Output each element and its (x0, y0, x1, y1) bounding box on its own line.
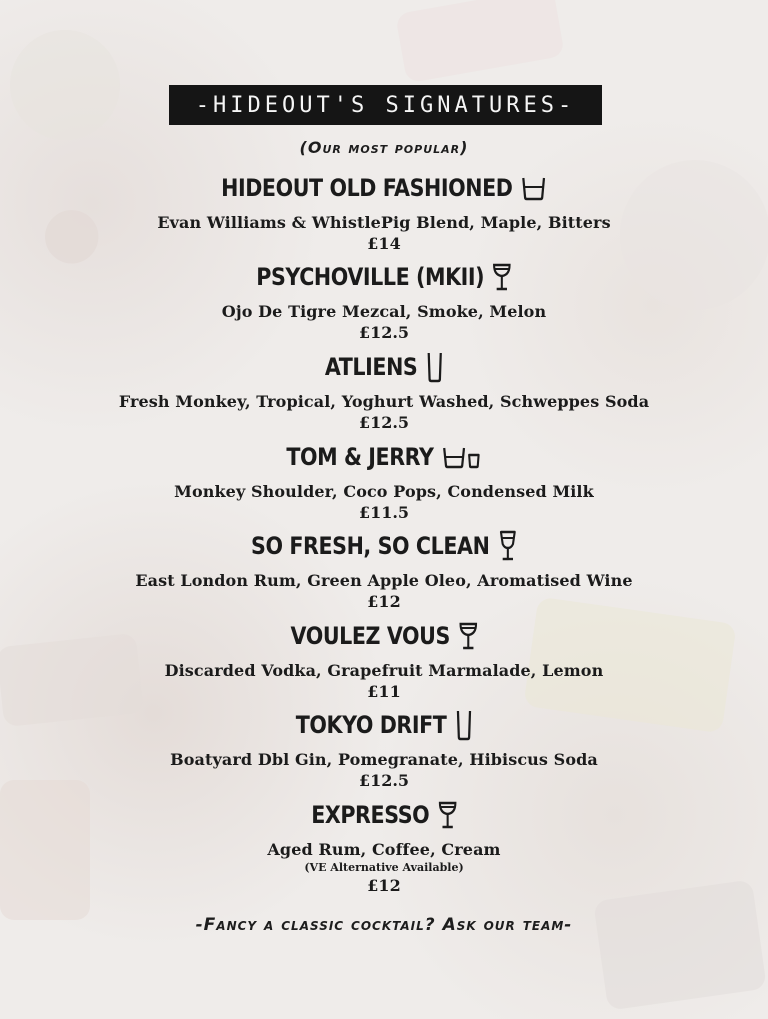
drink-item (0, 440, 768, 522)
menu-title: -HIDEOUT'S SIGNATURES- (195, 92, 576, 118)
drink-item (0, 529, 768, 611)
drink-description: Ojo De Tigre Mezcal, Smoke, Melon (221, 302, 547, 321)
drink-description: East London Rum, Green Apple Oleo, Aromatised Wine (135, 571, 633, 590)
drink-name: TOM & JERRY (286, 443, 434, 471)
rocks-and-shot-glass-icon (442, 444, 482, 470)
highball-glass-icon (426, 351, 443, 383)
menu-subtitle: (Our most popular) (299, 138, 469, 157)
drink-name: EXPRESSO (311, 801, 430, 829)
menu-footer: -Fancy a classic cocktail? Ask our team- (195, 915, 573, 935)
drink-price: £12 (367, 876, 401, 895)
drink-price: £12.5 (358, 413, 410, 432)
drink-name: ATLIENS (324, 353, 418, 381)
drink-price: £14 (367, 234, 401, 253)
drink-description: Discarded Vodka, Grapefruit Marmalade, Lemon (164, 661, 604, 680)
drink-item (0, 798, 768, 895)
drink-description: Aged Rum, Coffee, Cream (267, 840, 501, 859)
highball-glass-icon (455, 709, 472, 741)
coupe-glass-icon (438, 800, 457, 830)
drink-price: £12 (367, 592, 401, 611)
drink-description: Evan Williams & WhistlePig Blend, Maple, Bitters (157, 213, 611, 232)
coupe-glass-icon (493, 262, 512, 292)
drink-description: Monkey Shoulder, Coco Pops, Condensed Milk (174, 482, 594, 501)
drink-price: £11 (367, 682, 401, 701)
drink-name: PSYCHOVILLE (MKII) (256, 263, 485, 291)
menu-title-banner (169, 85, 602, 125)
drink-description: Boatyard Dbl Gin, Pomegranate, Hibiscus Soda (170, 750, 598, 769)
drink-name: HIDEOUT OLD FASHIONED (221, 174, 513, 202)
drink-item (0, 708, 768, 790)
drink-price: £11.5 (358, 503, 410, 522)
drink-item (0, 350, 768, 432)
rocks-glass-icon (521, 175, 547, 201)
drink-name: TOKYO DRIFT (295, 711, 447, 739)
drink-item (0, 619, 768, 701)
drink-name: SO FRESH, SO CLEAN (251, 532, 490, 560)
drink-price: £12.5 (358, 323, 410, 342)
drink-description: Fresh Monkey, Tropical, Yoghurt Washed, Schweppes Soda (118, 392, 650, 411)
drink-name: VOULEZ VOUS (290, 622, 450, 650)
drink-price: £12.5 (358, 771, 410, 790)
coupe-glass-icon (459, 621, 478, 651)
wine-glass-icon (498, 530, 517, 562)
drink-note: (VE Alternative Available) (304, 861, 464, 874)
drink-item (0, 260, 768, 342)
background-sticker: ● (32, 184, 109, 278)
drink-item (0, 171, 768, 253)
